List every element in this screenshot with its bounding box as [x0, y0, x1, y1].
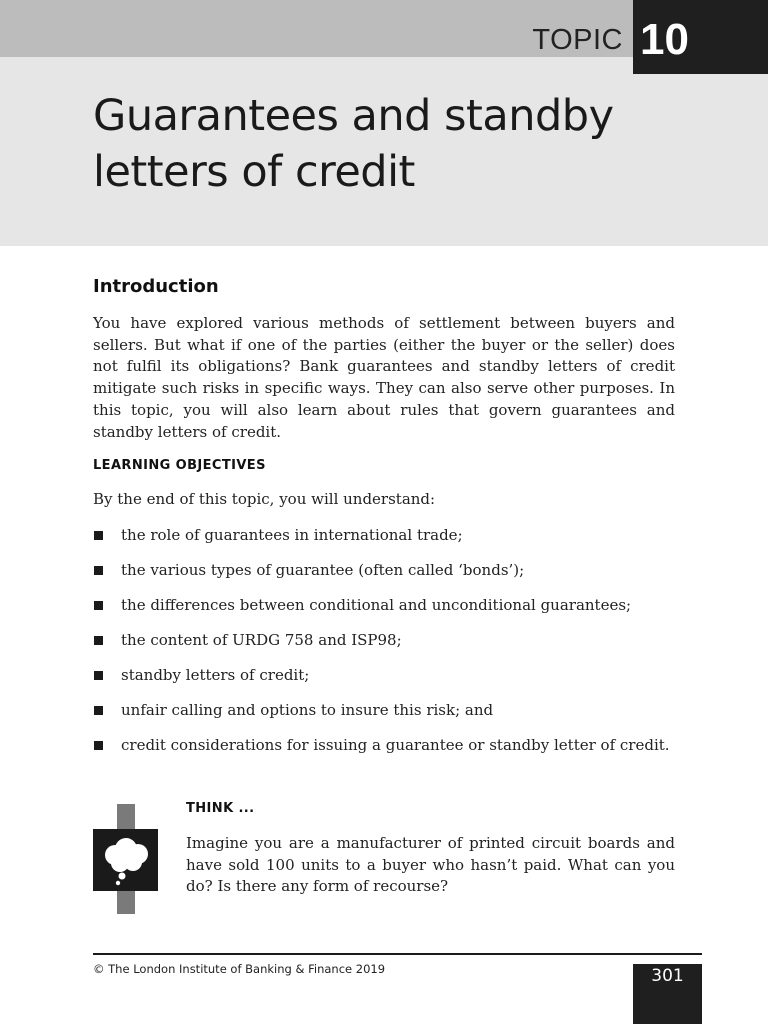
square-bullet-icon: [94, 566, 103, 575]
square-bullet-icon: [94, 706, 103, 715]
square-bullet-icon: [94, 601, 103, 610]
page-number: 301: [651, 966, 684, 986]
footer-divider: [93, 953, 702, 955]
thought-bubble-icon: [93, 829, 158, 891]
square-bullet-icon: [94, 531, 103, 540]
list-item: [93, 594, 675, 616]
introduction-heading: Introduction: [93, 276, 219, 297]
list-item-text: the various types of guarantee (often called ‘bonds’);: [121, 561, 525, 579]
introduction-paragraph: You have explored various methods of settlement between buyers and sellers. But what if one of the parties (either the buyer or the seller) does not fulfil its obligations? Bank guarantees and standby letters of credit mitigate such risks in specific ways. They can also serve other purposes. In this topic, you will also learn about rules that govern guarantees and standby letters of credit.: [93, 314, 675, 441]
square-bullet-icon: [94, 636, 103, 645]
list-item: [93, 664, 675, 686]
list-item-text: the content of URDG 758 and ISP98;: [121, 631, 402, 649]
list-item-text: the role of guarantees in international trade;: [121, 526, 463, 544]
learning-objectives-lead: By the end of this topic, you will understand:: [93, 490, 436, 508]
list-item: [93, 699, 675, 721]
list-item: [93, 629, 675, 651]
list-item: [93, 524, 675, 546]
list-item-text: credit considerations for issuing a guarantee or standby letter of credit.: [121, 736, 670, 754]
list-item: [93, 734, 675, 756]
think-paragraph: Imagine you are a manufacturer of printed circuit boards and have sold 100 units to a buyer who hasn’t paid. What can you do? Is there any form of recourse?: [186, 834, 675, 896]
learning-objectives-heading: LEARNING OBJECTIVES: [93, 458, 266, 473]
footer-copyright: © The London Institute of Banking & Finance 2019: [93, 962, 386, 976]
page-title: Guarantees and standby letters of credit: [93, 91, 614, 197]
square-bullet-icon: [94, 671, 103, 680]
list-item-text: the differences between conditional and unconditional guarantees;: [121, 596, 632, 614]
list-item-text: unfair calling and options to insure this risk; and: [121, 701, 494, 719]
square-bullet-icon: [94, 741, 103, 750]
list-item: [93, 559, 675, 581]
topic-label: TOPIC: [532, 24, 623, 56]
list-item-text: standby letters of credit;: [121, 666, 310, 684]
topic-number: 10: [640, 15, 689, 64]
learning-objectives-list: [93, 524, 675, 769]
think-label: THINK ...: [186, 801, 255, 816]
